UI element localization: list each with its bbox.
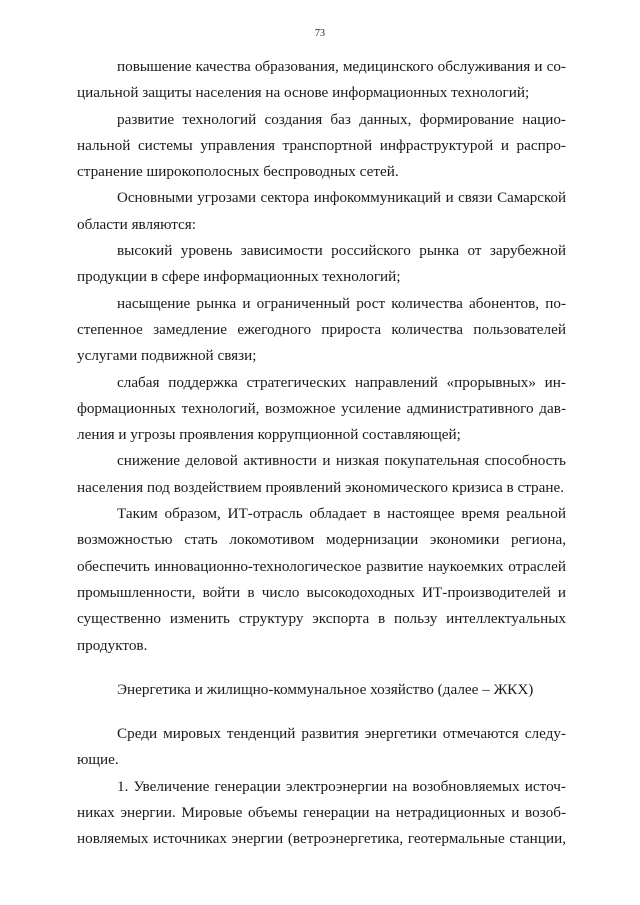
page-body <box>77 54 566 853</box>
text-line: населения под воздействием проявлений экономического кризиса в стране. <box>77 478 565 496</box>
text-line: области являются: <box>77 215 197 233</box>
text-line: возможностью стать локомотивом модернизации экономики региона, <box>77 531 566 549</box>
text-line: странение широкополосных беспроводных сетей. <box>77 163 399 181</box>
text-line: Таким образом, ИТ-отрасль обладает в настоящее время реальной <box>117 505 566 523</box>
text-line: продуктов. <box>77 636 148 654</box>
text-line: развитие технологий создания баз данных, формирование нацио- <box>117 110 566 128</box>
text-line: ющие. <box>77 751 119 769</box>
text-line: промышленности, войти в число высокодоходных ИТ-производителей и <box>77 583 566 601</box>
text-line: 1. Увеличение генерации электроэнергии на возобновляемых источ- <box>117 777 566 795</box>
text-line: никах энергии. Мировые объемы генерации на нетрадиционных и возоб- <box>77 804 566 822</box>
text-line: повышение качества образования, медицинского обслуживания и со- <box>117 58 566 75</box>
text-line: ления и угрозы проявления коррупционной составляющей; <box>77 426 461 444</box>
text-line: циальной защиты населения на основе информационных технологий; <box>77 84 530 102</box>
text-line: насыщение рынка и ограниченный рост количества абонентов, по- <box>117 294 566 312</box>
page-number: 73 <box>315 28 325 39</box>
section-heading: Энергетика и жилищно-коммунальное хозяйство (далее – ЖКХ) <box>117 680 534 698</box>
text-line: новляемых источниках энергии (ветроэнергетика, геотермальные станции, <box>77 830 566 848</box>
text-line: слабая поддержка стратегических направлений «прорывных» ин- <box>117 373 566 391</box>
text-line: Среди мировых тенденций развития энергетики отмечаются следу- <box>117 725 566 743</box>
section-gap <box>77 703 566 721</box>
text-line: услугами подвижной связи; <box>77 347 257 365</box>
text-line: степенное замедление ежегодного прироста количества пользователей <box>77 320 566 338</box>
text-line: продукции в сфере информационных технологий; <box>77 268 401 286</box>
section-gap <box>77 659 566 677</box>
text-line: существенно изменить структуру экспорта в пользу интеллектуальных <box>77 610 566 628</box>
text-line: Основными угрозами сектора инфокоммуникаций и связи Самарской <box>117 190 566 207</box>
text-line: обеспечить инновационно-технологическое развитие наукоемких отраслей <box>77 557 566 575</box>
text-line: высокий уровень зависимости российского рынка от зарубежной <box>117 242 566 260</box>
text-line: формационных технологий, возможное усиление административного дав- <box>77 399 566 417</box>
text-line: нальной системы управления транспортной инфраструктурой и распро- <box>77 136 566 154</box>
text-line: снижение деловой активности и низкая покупательная способность <box>117 452 566 470</box>
